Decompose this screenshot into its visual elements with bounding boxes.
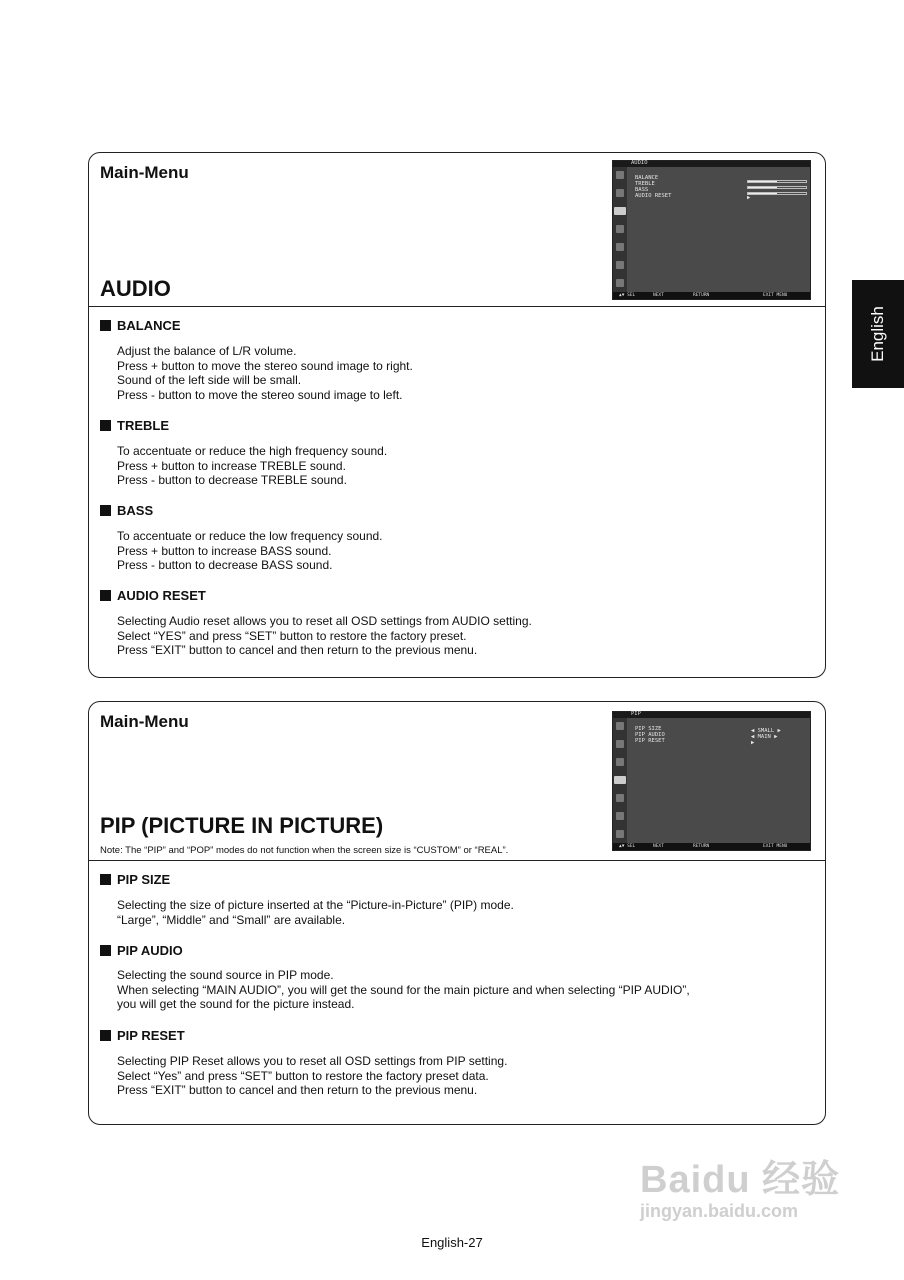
audio-main-menu-label: Main-Menu [100,163,189,182]
pip-reset-heading: PIP RESET [100,1028,185,1043]
pip-main-menu-label: Main-Menu [100,712,189,731]
osd-footer [613,292,810,299]
osd-footer-exit: EXIT MENU [763,844,788,849]
bullet-square-icon [100,320,111,331]
osd-footer-return: RETURN [693,293,710,298]
language-tab [852,280,904,388]
baidu-watermark [640,1148,840,1222]
pip-icon [616,225,624,233]
picture-icon [616,171,624,179]
osd-footer-exit: EXIT MENU [763,293,788,298]
bass-heading: BASS [100,503,153,518]
pip-size-heading: PIP SIZE [100,872,170,887]
advanced-icon [616,279,624,287]
pip-audio-heading: PIP AUDIO [100,943,183,958]
audio-osd-screenshot [612,160,811,300]
audio-icon [616,758,624,766]
osd-footer-sel: ▲▼ SEL [619,844,636,849]
pip-section-title: PIP (PICTURE IN PICTURE) [100,813,384,838]
language-tab-label: English [868,306,887,362]
pip-icon [614,776,626,784]
balance-heading: BALANCE [100,318,181,333]
bass-bar [747,192,807,195]
pip-audio-description: Selecting the sound source in PIP mode. When selecting “MAIN AUDIO”, you will get the sound for the main picture and when selecting “PIP AUDIO”, you will get the sound for the picture instead. [117,968,690,1012]
osd-value: ▶ [751,740,755,746]
balance-bar [747,180,807,183]
osd-item: PIP RESET [635,738,665,744]
osd-value: ◀ MAIN ▶ [751,734,778,740]
setup-icon [616,794,624,802]
adjust-icon [616,189,624,197]
pip-reset-description: Selecting PIP Reset allows you to reset all OSD settings from PIP setting. Select “Yes” and press “SET” button to restore the factory preset data. Press “EXIT” button to cancel and then return to the previous menu. [117,1054,508,1098]
watermark-url: jingyan.baidu.com [640,1201,799,1221]
pip-note: Note: The “PIP” and “POP” modes do not function when the screen size is “CUSTOM” or “REAL”. [100,845,509,856]
osd-item: BASS [635,187,649,193]
pip-panel-header [89,702,825,861]
bass-description: To accentuate or reduce the low frequency sound. Press + button to increase BASS sound. Press - button to decrease BASS sound. [117,529,383,573]
bullet-square-icon [100,590,111,601]
picture-icon [616,722,624,730]
option-icon [616,812,624,820]
page-number: English-27 [421,1235,483,1250]
bullet-square-icon [100,1030,111,1041]
treble-bar [747,186,807,189]
audio-reset-description: Selecting Audio reset allows you to reset all OSD settings from AUDIO setting. Select “YES” and press “SET” button to restore the factory preset. Press “EXIT” button to cancel and then return to the previous menu. [117,614,532,658]
bullet-square-icon [100,945,111,956]
osd-item: TREBLE [635,181,655,187]
bullet-square-icon [100,420,111,431]
advanced-icon [616,830,624,838]
osd-title: PIP [631,711,641,717]
audio-panel-header [89,153,825,307]
audio-panel [88,152,826,678]
osd-footer-sel: ▲▼ SEL [619,293,636,298]
option-icon [616,261,624,269]
osd-title: AUDIO [631,160,648,166]
osd-footer-next: NEXT [653,844,664,849]
watermark-logo: Baidu 经验 [640,1159,841,1201]
setup-icon [616,243,624,251]
audio-reset-heading: AUDIO RESET [100,588,206,603]
treble-heading: TREBLE [100,418,169,433]
balance-description: Adjust the balance of L/R volume. Press + button to move the stereo sound image to right. Sound of the left side will be small. Press - button to move the stereo sound image to left. [117,344,413,402]
osd-footer-return: RETURN [693,844,710,849]
osd-value: ◀ SMALL ▶ [751,728,781,734]
pip-panel [88,701,826,1125]
audio-icon [614,207,626,215]
osd-footer [613,843,810,850]
adjust-icon [616,740,624,748]
osd-icon-column [613,718,627,843]
osd-item: BALANCE [635,175,659,181]
treble-description: To accentuate or reduce the high frequency sound. Press + button to increase TREBLE sound. Press - button to decrease TREBLE sound. [117,444,388,488]
osd-item: AUDIO RESET [635,193,672,199]
pip-osd-screenshot [612,711,811,851]
bullet-square-icon [100,505,111,516]
audio-section-title: AUDIO [100,276,171,301]
osd-item: PIP AUDIO [635,732,665,738]
osd-item: PIP SIZE [635,726,662,732]
osd-item-list [635,175,671,199]
osd-icon-column [613,167,627,292]
bullet-square-icon [100,874,111,885]
osd-item-list [635,726,665,744]
pip-size-description: Selecting the size of picture inserted at the “Picture-in-Picture” (PIP) mode. “Large”, “Middle” and “Small” are available. [117,898,514,927]
reset-arrow: ▶ [747,195,751,201]
osd-footer-next: NEXT [653,293,664,298]
